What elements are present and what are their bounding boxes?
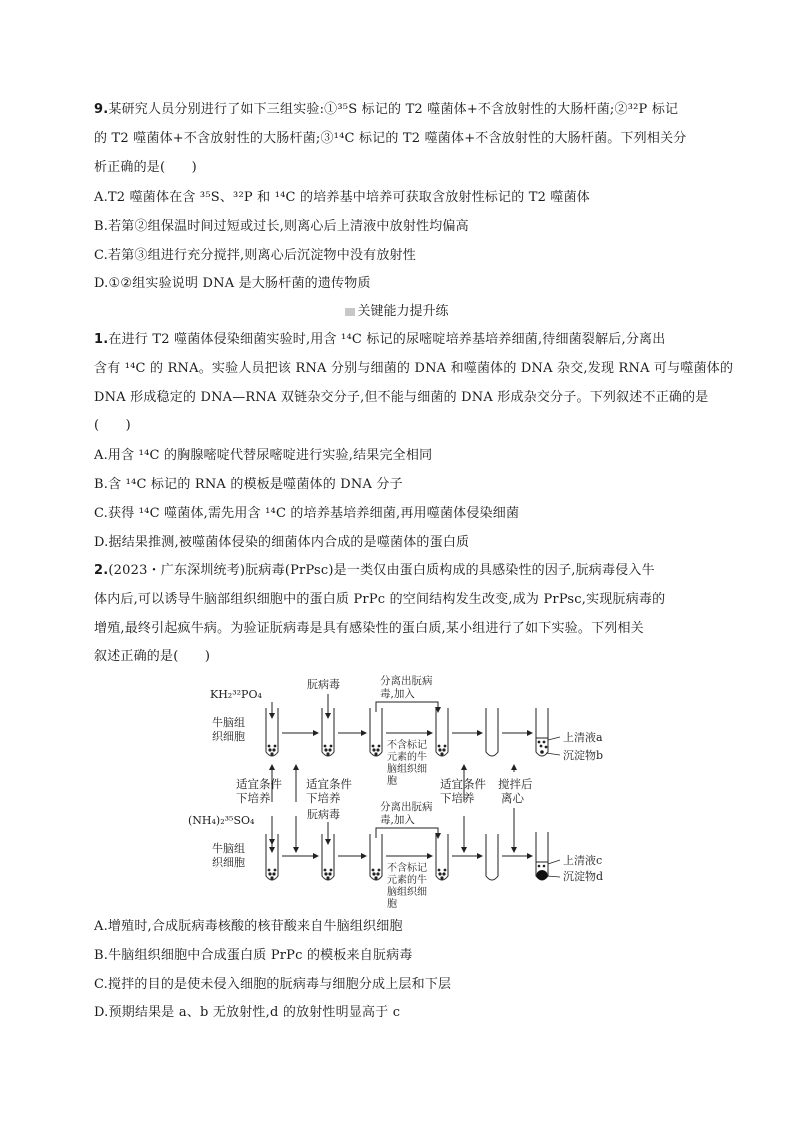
culture-label-3b: 下培养 [440, 791, 475, 805]
q2-line-1 [94, 562, 655, 580]
separate-label-top-1: 分离出朊病 [380, 675, 433, 687]
unlabeled-cells-bottom-3: 脑组织细 [387, 887, 427, 898]
result-tube-top [536, 708, 548, 756]
q2-number: 2. [94, 563, 109, 578]
q9-option-c: C.若第③组进行充分搅拌,则离心后沉淀物中没有放射性 [94, 248, 416, 263]
q1-line-2: 含有 ¹⁴C 的 RNA。实验人员把该 RNA 分别与细菌的 DNA 和噬菌体的 DNA 杂交,发现 RNA 可与噬菌体的 [94, 361, 734, 376]
q9-line-2: 的 T2 噬菌体+不含放射性的大肠杆菌;③¹⁴C 标记的 T2 噬菌体+不含放射性的大肠杆菌。下列相关分 [94, 131, 687, 146]
q2-option-d: D.预期结果是 a、b 无放射性,d 的放射性明显高于 c [94, 1005, 401, 1020]
q2-option-b: B.牛脑组织细胞中合成蛋白质 PrPc 的模板来自朊病毒 [94, 948, 413, 963]
prion-experiment-diagram [180, 668, 630, 910]
q9-option-b: B.若第②组保温时间过短或过长,则离心后上清液中放射性均偏高 [94, 219, 469, 234]
sediment-d-label: 沉淀物d [563, 870, 604, 883]
q9-stem-1: 某研究人员分别进行了如下三组实验:①³⁵S 标记的 T2 噬菌体+不含放射性的大肠杆菌;②³²P 标记 [108, 102, 679, 117]
q1-option-c: C.获得 ¹⁴C 噬菌体,需先用含 ¹⁴C 的培养基培养细菌,再用噬菌体侵染细菌 [94, 506, 520, 521]
reagent-nh4so4-label: (NH₄)₂³⁵SO₄ [188, 814, 255, 827]
unlabeled-cells-top-3: 脑组织细 [387, 764, 427, 775]
culture-label-3a: 适宜条件 [440, 777, 486, 791]
q1-option-a: A.用含 ¹⁴C 的胸腺嘧啶代替尿嘧啶进行实验,结果完全相同 [94, 448, 433, 463]
culture-label-2a: 适宜条件 [306, 777, 352, 791]
supernatant-a-label: 上清液a [563, 731, 603, 744]
separate-label-bottom-1: 分离出朊病 [380, 801, 433, 813]
q1-line-1 [94, 331, 665, 349]
supernatant-c-label: 上清液c [563, 854, 603, 867]
prion-label-top: 朊病毒 [307, 678, 340, 691]
test-tube [436, 834, 448, 880]
q2-line-3: 增殖,最终引起疯牛病。为验证朊病毒是具有感染性的蛋白质,某小组进行了如下实验。下列相关 [94, 621, 644, 636]
q2-line-4: 叙述正确的是( ) [94, 649, 211, 664]
test-tube [486, 708, 498, 756]
stir-centrifuge-label-2: 离心 [501, 791, 524, 805]
separate-label-bottom-2: 毒,加入 [380, 814, 415, 826]
culture-label-1a: 适宜条件 [236, 777, 282, 791]
culture-label-1b: 下培养 [236, 791, 271, 805]
test-tube [486, 834, 498, 880]
stir-centrifuge-label-1: 搅拌后 [498, 777, 533, 791]
q1-line-4: ( ) [94, 418, 131, 433]
unlabeled-cells-top-1: 不含标记 [387, 740, 427, 751]
cells-label-top-1: 牛脑组 [212, 716, 245, 729]
q2-option-a: A.增殖时,合成朊病毒核酸的核苷酸来自牛脑组织细胞 [94, 919, 403, 934]
separate-label-top-2: 毒,加入 [380, 688, 415, 700]
reagent-kh2po4-label: KH₂³²PO₄ [210, 688, 262, 701]
culture-label-2b: 下培养 [306, 791, 341, 805]
q9-line-1 [94, 101, 678, 119]
cells-label-bottom-1: 牛脑组 [212, 842, 245, 855]
unlabeled-cells-bottom-2: 元素的牛 [387, 875, 427, 886]
q1-line-3: DNA 形成稳定的 DNA—RNA 双链杂交分子,但不能与细菌的 DNA 形成杂交分子。下列叙述不正确的是 [94, 390, 709, 405]
unlabeled-cells-bottom-4: 胞 [387, 899, 397, 910]
unlabeled-cells-bottom-1: 不含标记 [387, 863, 427, 874]
q1-number: 1. [94, 332, 109, 347]
q1-option-d: D.据结果推测,被噬菌体侵染的细菌体内合成的是噬菌体的蛋白质 [94, 535, 470, 550]
q9-number: 9. [94, 102, 109, 117]
q2-option-c: C.搅拌的目的是使未侵入细胞的朊病毒与细胞分成上层和下层 [94, 977, 452, 992]
cells-label-bottom-2: 织细胞 [212, 856, 245, 869]
prion-label-bottom: 朊病毒 [307, 808, 340, 821]
test-tube [370, 708, 382, 756]
unlabeled-cells-top-2: 元素的牛 [387, 752, 427, 763]
section-header [0, 303, 794, 321]
cells-label-top-2: 织细胞 [212, 730, 245, 743]
section-marker-icon [345, 308, 355, 316]
result-tube-bottom [536, 832, 548, 880]
sediment-b-label: 沉淀物b [563, 749, 604, 762]
q2-stem-1: (2023・广东深圳统考)朊病毒(PrPsc)是一类仅由蛋白质构成的具感染性的因子,朊病毒侵入牛 [108, 563, 655, 578]
q9-option-d: D.①②组实验说明 DNA 是大肠杆菌的遗传物质 [94, 276, 371, 291]
q9-line-3: 析正确的是( ) [94, 160, 197, 175]
test-tube [436, 708, 448, 756]
q1-option-b: B.含 ¹⁴C 标记的 RNA 的模板是噬菌体的 DNA 分子 [94, 477, 403, 492]
unlabeled-cells-top-4: 胞 [387, 776, 397, 787]
q9-option-a: A.T2 噬菌体在含 ³⁵S、³²P 和 ¹⁴C 的培养基中培养可获取含放射性标记的 T2 噬菌体 [94, 190, 590, 205]
q2-line-2: 体内后,可以诱导牛脑部组织细胞中的蛋白质 PrPc 的空间结构发生改变,成为 PrPsc,实现朊病毒的 [94, 592, 666, 607]
test-tube [370, 834, 382, 880]
q1-stem-1: 在进行 T2 噬菌体侵染细菌实验时,用含 ¹⁴C 标记的尿嘧啶培养基培养细菌,待细菌裂解后,分离出 [108, 332, 666, 347]
section-title: 关键能力提升练 [357, 304, 449, 319]
